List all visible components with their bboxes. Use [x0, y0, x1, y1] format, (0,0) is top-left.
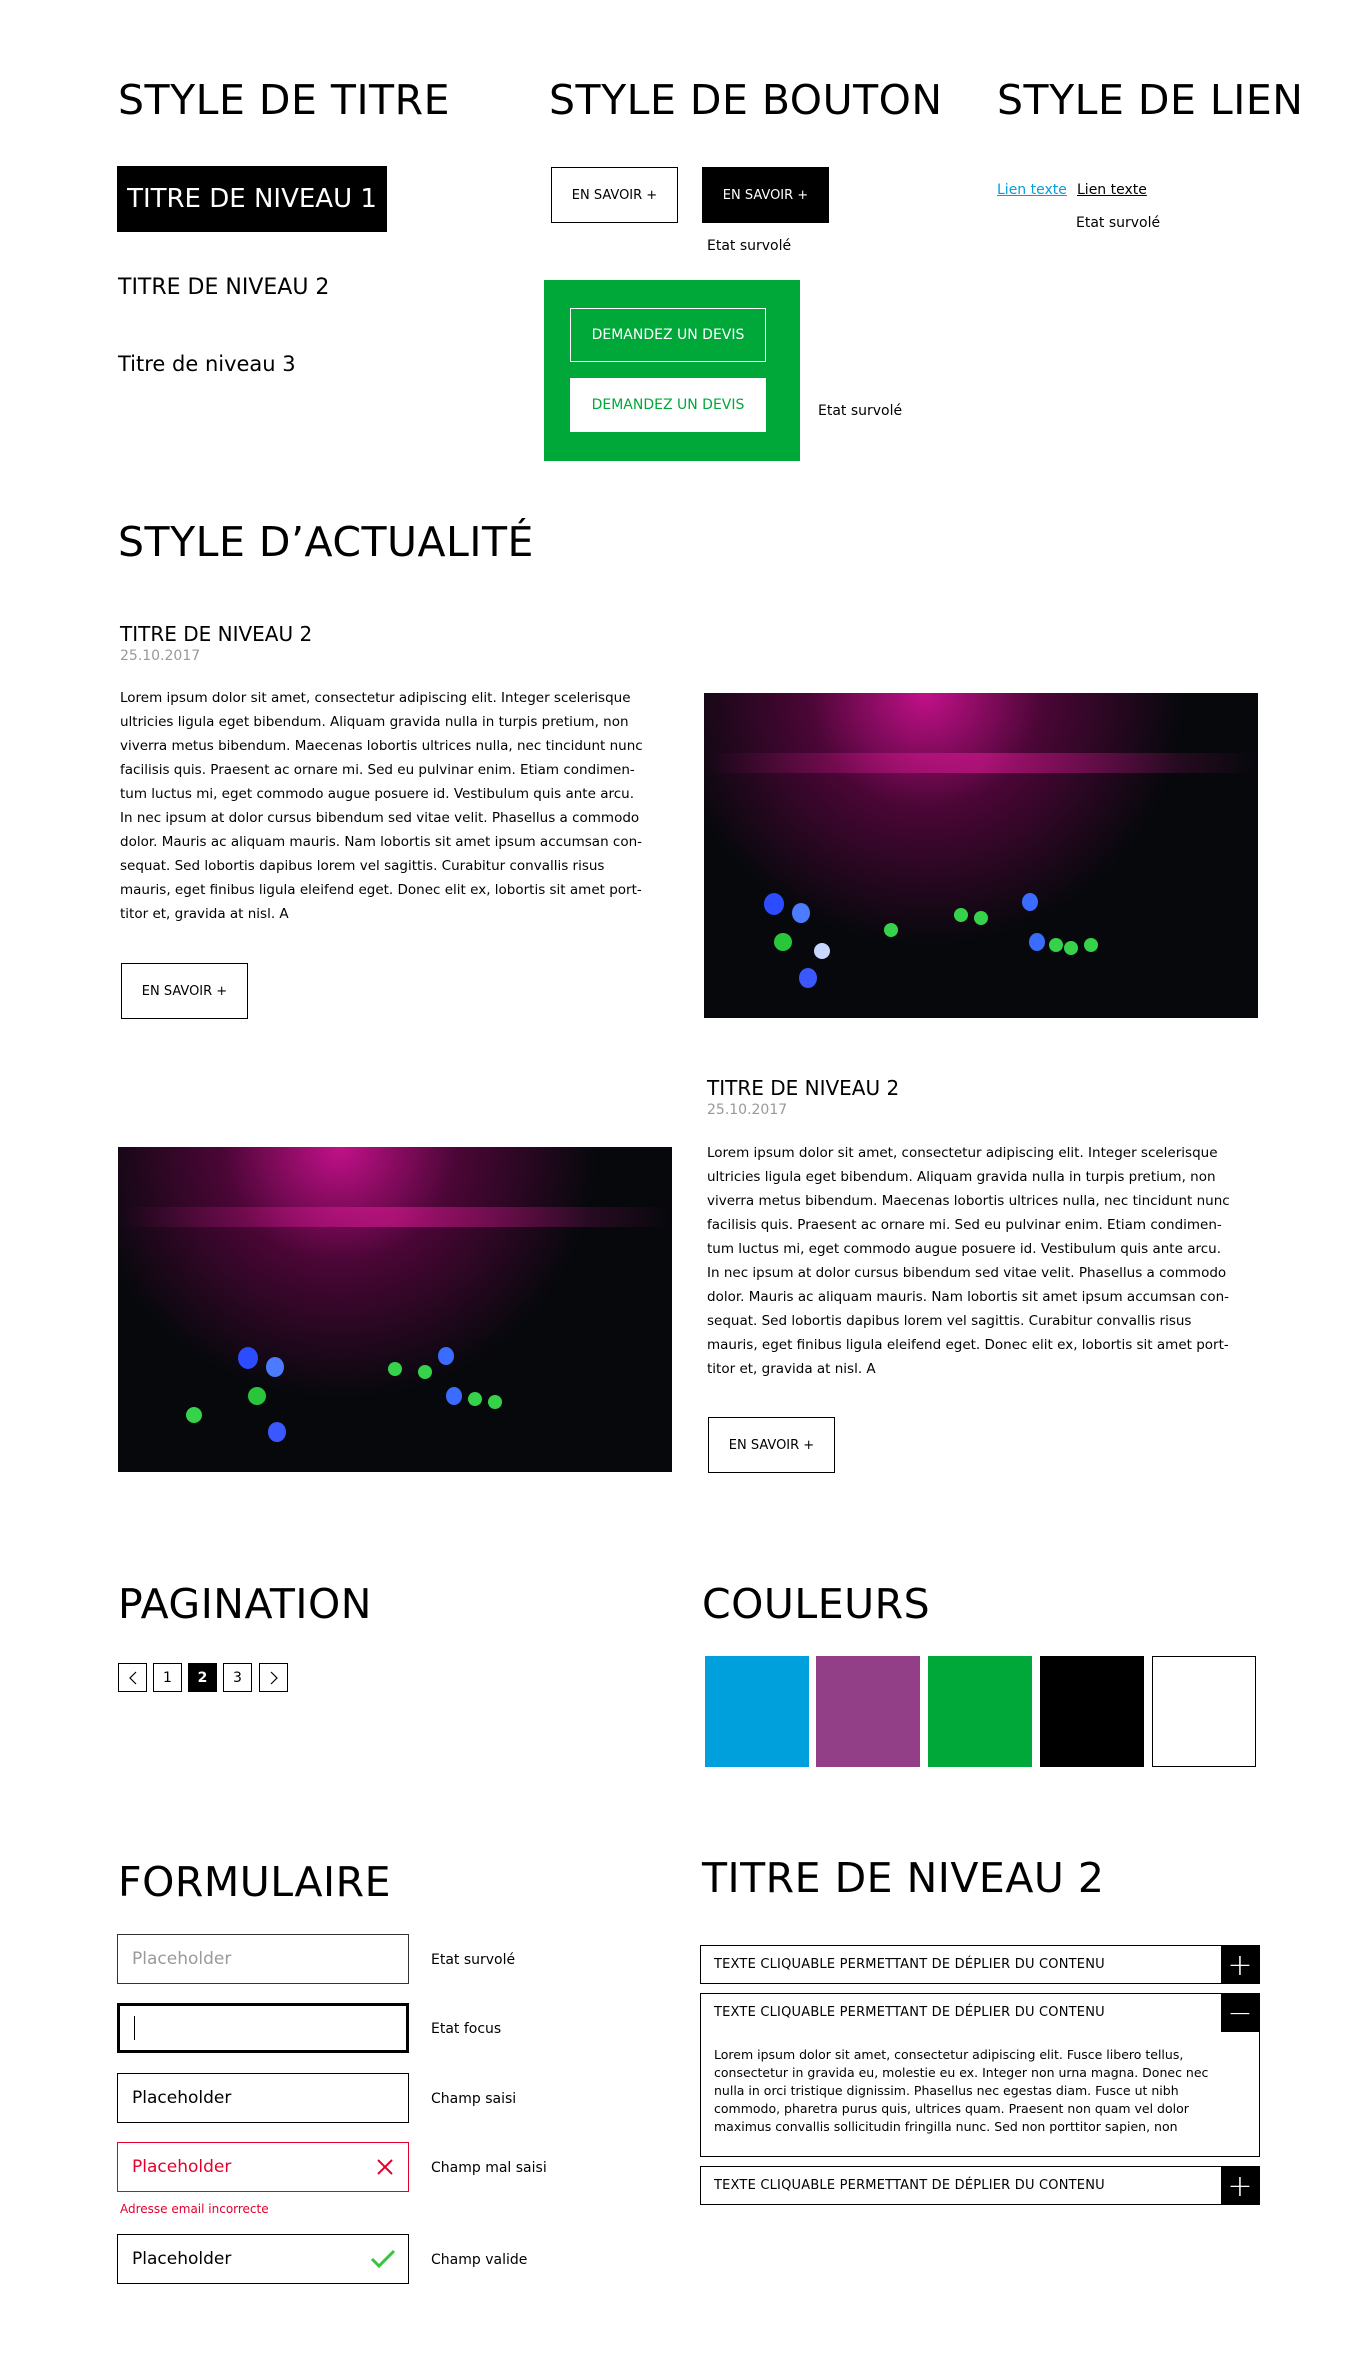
minus-icon[interactable]: −	[1221, 1994, 1259, 2032]
field-value: Placeholder	[132, 2249, 232, 2269]
news-title: TITRE DE NIVEAU 2	[707, 1076, 900, 1100]
field-state-label: Etat focus	[431, 2021, 502, 2037]
news-photo	[118, 1147, 672, 1472]
news-body: Lorem ipsum dolor sit amet, consectetur adipiscing elit. Integer scelerisque ultricies ligula eget bibendum. Aliquam gravida nulla in turpis pretium, non viverra metus bibendum. Maecenas lobortis ultrices nulla, nec tincidunt nunc facilisis quis. Praesent ac ornare mi. Sed eu pulvinar enim. Etiam condimen- tum luctus mi, eget commodo augue posuere id. Vestibulum quis ante arcu. In nec ipsum at dolor cursus bibendum sed vitae velit. Phasellus a commodo dolor. Mauris ac aliquam mauris. Nam lobortis sit amet ipsum accumsan con- sequat. Sed lobortis dapibus lorem vel sagittis. Curabitur convallis risus mauris, eget finibus ligula eleifend eget. Donec elit ex, lobortis sit amet port- titor et, gravida at nisl. A	[707, 1145, 1230, 1377]
news-learn-more-button[interactable]: EN SAVOIR +	[708, 1417, 835, 1473]
text-link[interactable]: Lien texte	[997, 182, 1067, 198]
text-field-filled[interactable]: Placeholder	[117, 2073, 409, 2123]
field-state-label: Etat survolé	[431, 1952, 516, 1968]
chevron-left-icon	[127, 1671, 139, 1685]
section-title-links: STYLE DE LIEN	[997, 76, 1304, 124]
field-state-label: Champ saisi	[431, 2091, 517, 2107]
field-value: Placeholder	[132, 2157, 232, 2177]
text-field-error[interactable]	[117, 2142, 409, 2192]
text-field-hover[interactable]: Placeholder	[117, 1934, 409, 1984]
news-date: 25.10.2017	[707, 1102, 788, 1118]
accordion-item[interactable]	[700, 1945, 1260, 1984]
accordion-item-label: TEXTE CLIQUABLE PERMETTANT DE DÉPLIER DU CONTENU	[714, 1957, 1105, 1972]
news-title: TITRE DE NIVEAU 2	[120, 622, 313, 646]
check-icon	[370, 2248, 396, 2270]
field-error-message: Adresse email incorrecte	[120, 2202, 269, 2216]
quote-buttons-panel	[544, 280, 800, 461]
text-cursor	[134, 2016, 135, 2040]
news-learn-more-button[interactable]: EN SAVOIR +	[121, 963, 248, 1019]
section-title-buttons: STYLE DE BOUTON	[549, 76, 943, 124]
accordion-content: Lorem ipsum dolor sit amet, consectetur adipiscing elit. Fusce libero tellus, consectetur in gravida eu, molestie eu ex. Integer non urna magna. Donec nec nulla in orci tristique dignissim. Phasellus nec egestas diam. Fusce ut nibh commodo, pharetra purus quis, ultrices quam. Praesent non quam vel dolor maximus convallis sollicitudin fringilla nunc. Sed non porttitor sapien, non	[714, 2047, 1209, 2134]
pagination-page-1[interactable]: 1	[153, 1663, 182, 1692]
color-swatch-blue	[705, 1656, 809, 1767]
accordion-item-expanded[interactable]	[700, 1993, 1260, 2157]
color-swatch-purple	[816, 1656, 920, 1767]
heading-level-2-sample: TITRE DE NIVEAU 2	[118, 275, 330, 300]
accordion-section-title: TITRE DE NIVEAU 2	[702, 1854, 1105, 1902]
request-quote-button-hover[interactable]: DEMANDEZ UN DEVIS	[570, 378, 766, 432]
plus-icon[interactable]: +	[1221, 1946, 1259, 1984]
pagination-page-3[interactable]: 3	[223, 1663, 252, 1692]
quote-hover-label: Etat survolé	[818, 403, 903, 419]
color-swatch-black	[1040, 1656, 1144, 1767]
request-quote-button[interactable]: DEMANDEZ UN DEVIS	[570, 308, 766, 362]
heading-level-3-sample: Titre de niveau 3	[118, 352, 296, 376]
field-state-label: Champ valide	[431, 2252, 528, 2268]
accordion-item-label: TEXTE CLIQUABLE PERMETTANT DE DÉPLIER DU CONTENU	[714, 2005, 1105, 2020]
text-field-focus[interactable]	[117, 2003, 409, 2053]
news-body: Lorem ipsum dolor sit amet, consectetur adipiscing elit. Integer scelerisque ultricies ligula eget bibendum. Aliquam gravida nulla in turpis pretium, non viverra metus bibendum. Maecenas lobortis ultrices nulla, nec tincidunt nunc facilisis quis. Praesent ac ornare mi. Sed eu pulvinar enim. Etiam condimen- tum luctus mi, eget commodo augue posuere id. Vestibulum quis ante arcu. In nec ipsum at dolor cursus bibendum sed vitae velit. Phasellus a commodo dolor. Mauris ac aliquam mauris. Nam lobortis sit amet ipsum accumsan con- sequat. Sed lobortis dapibus lorem vel sagittis. Curabitur convallis risus mauris, eget finibus ligula eleifend eget. Donec elit ex, lobortis sit amet port- titor et, gravida at nisl. A	[120, 690, 643, 922]
section-title-form: FORMULAIRE	[118, 1858, 392, 1906]
text-link-hover[interactable]: Lien texte	[1077, 182, 1147, 198]
pagination-next-button[interactable]	[259, 1663, 288, 1692]
close-icon	[376, 2158, 394, 2176]
section-title-pagination: PAGINATION	[118, 1580, 372, 1628]
text-field-valid[interactable]	[117, 2234, 409, 2284]
color-swatch-white	[1152, 1656, 1256, 1767]
color-swatch-green	[928, 1656, 1032, 1767]
heading-level-1-sample: TITRE DE NIVEAU 1	[117, 166, 387, 232]
learn-more-button-hover[interactable]: EN SAVOIR +	[702, 167, 829, 223]
learn-more-button[interactable]: EN SAVOIR +	[551, 167, 678, 223]
accordion-item[interactable]	[700, 2166, 1260, 2205]
pagination-page-2-current[interactable]: 2	[188, 1663, 217, 1692]
accordion-item-label: TEXTE CLIQUABLE PERMETTANT DE DÉPLIER DU CONTENU	[714, 2178, 1105, 2193]
link-hover-label: Etat survolé	[1076, 215, 1161, 231]
news-date: 25.10.2017	[120, 648, 201, 664]
section-title-news: STYLE D’ACTUALITÉ	[118, 518, 534, 566]
section-title-titles: STYLE DE TITRE	[118, 76, 450, 124]
section-title-colors: COULEURS	[702, 1580, 931, 1628]
news-photo	[704, 693, 1258, 1018]
button-hover-label: Etat survolé	[707, 238, 792, 254]
pagination-prev-button[interactable]	[118, 1663, 147, 1692]
plus-icon[interactable]: +	[1221, 2167, 1259, 2205]
chevron-right-icon	[268, 1671, 280, 1685]
field-state-label: Champ mal saisi	[431, 2160, 547, 2176]
